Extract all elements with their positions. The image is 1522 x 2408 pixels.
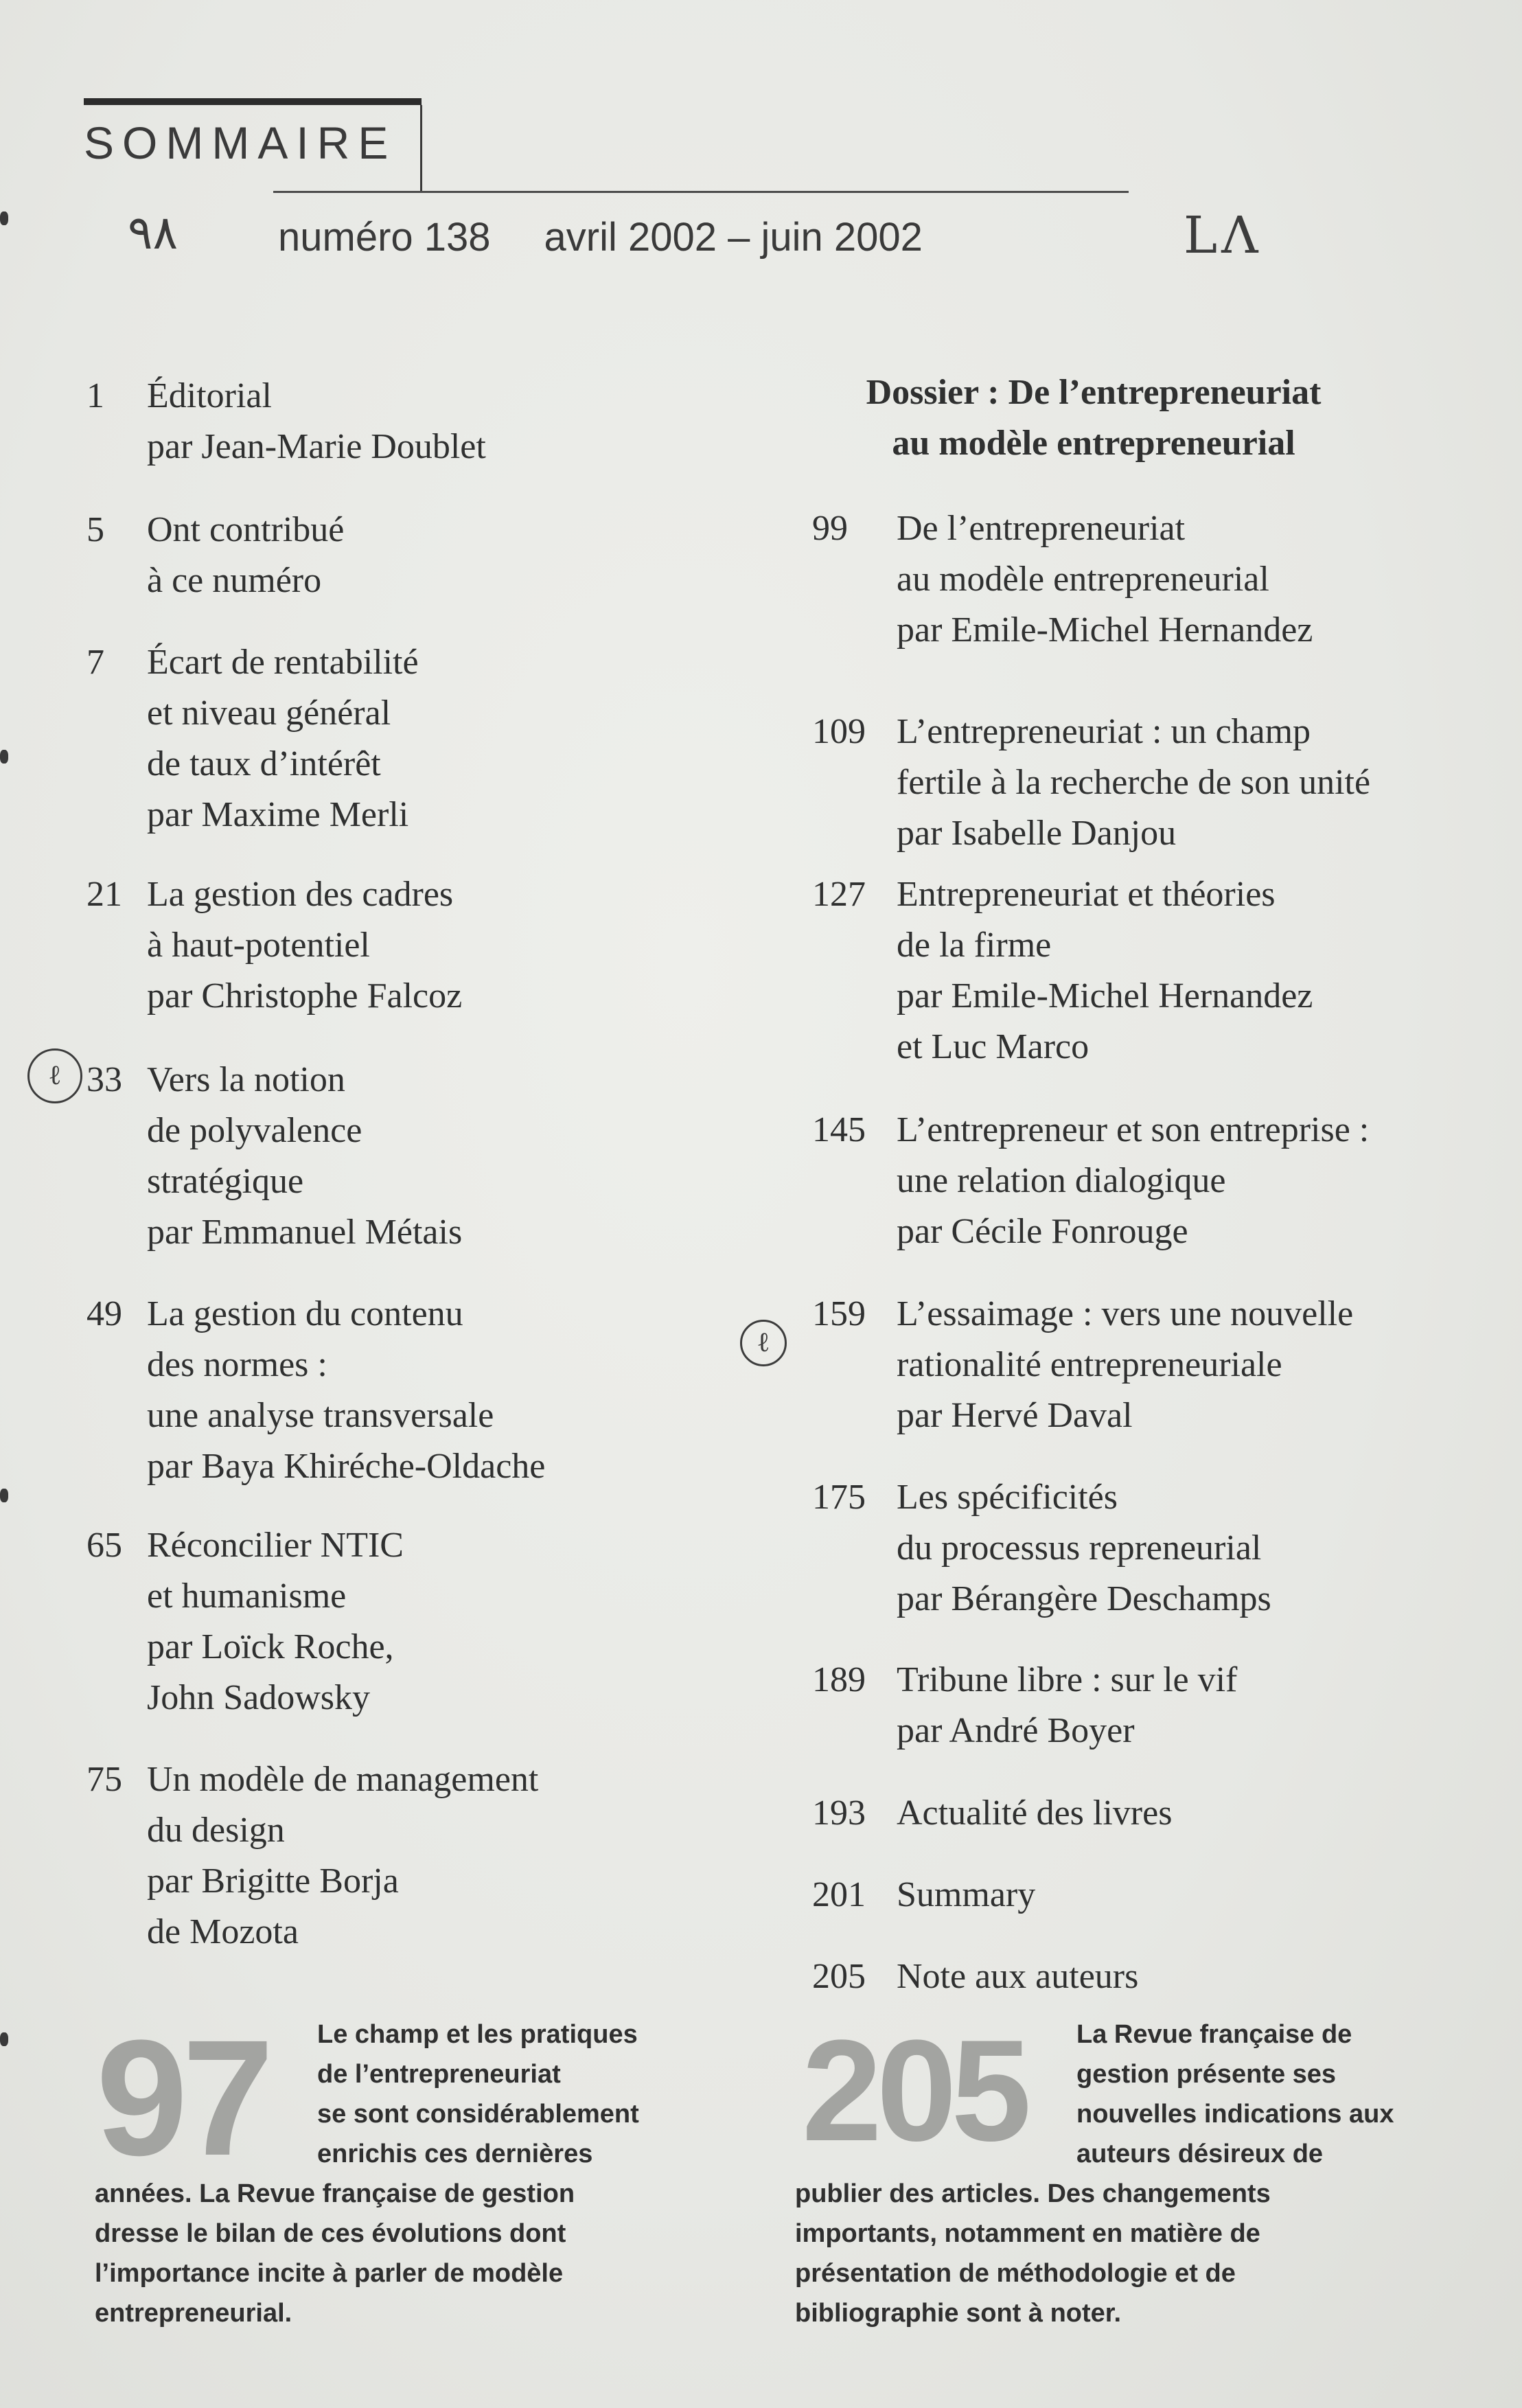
toc-entry-line: et niveau général — [147, 693, 391, 733]
toc-entry-line: à haut-potentiel — [147, 926, 370, 965]
toc-page-number: 189 — [812, 1660, 866, 1699]
toc-entry-text — [897, 503, 1313, 656]
toc-page-number: 1 — [87, 376, 104, 415]
margin-speck — [0, 1489, 8, 1502]
toc-page-number: 33 — [87, 1060, 122, 1099]
toc-page-number: 193 — [812, 1793, 866, 1833]
toc-entry-line: par Brigitte Borja — [147, 1861, 399, 1901]
feature-text-line: La Revue française de — [1076, 2020, 1352, 2049]
toc-entry-line: de la firme — [897, 926, 1052, 965]
header-rule-thin — [273, 191, 1129, 193]
feature-text-line: importants, notamment en matière de — [795, 2219, 1260, 2248]
toc-entry-text — [897, 1870, 1035, 1920]
toc-entry-line: fertile à la recherche de son unité — [897, 763, 1371, 802]
toc-entry-text — [147, 637, 419, 840]
toc-entry-line: par Isabelle Danjou — [897, 814, 1177, 853]
toc-page-number: 49 — [87, 1294, 122, 1333]
toc-entry-text — [897, 1105, 1369, 1257]
toc-page-number: 99 — [812, 509, 848, 548]
toc-entry-line: par Cécile Fonrouge — [897, 1212, 1188, 1251]
toc-page-number: 205 — [812, 1957, 866, 1996]
toc-entry-text — [897, 869, 1313, 1073]
toc-entry-line: par Baya Khiréche-Oldache — [147, 1447, 546, 1486]
feature-text-line: enrichis ces dernières — [317, 2140, 593, 2168]
toc-entry-text — [897, 1951, 1138, 2002]
feature-text-line: dresse le bilan de ces évolutions dont — [95, 2219, 566, 2248]
issue-number: numéro 138 — [278, 215, 491, 260]
toc-entry-line: par Loïck Roche, — [147, 1627, 394, 1666]
toc-entry-line: une relation dialogique — [897, 1161, 1226, 1200]
sommaire-heading: SOMMAIRE — [84, 117, 397, 168]
toc-entry-line: Ont contribué — [147, 510, 345, 549]
toc-entry-text — [147, 869, 462, 1022]
toc-entry-line: Tribune libre : sur le vif — [897, 1660, 1238, 1699]
feature-text-line: publier des articles. Des changements — [795, 2179, 1271, 2208]
toc-entry-line: Vers la notion — [147, 1060, 345, 1099]
feature-text-line: années. La Revue française de gestion — [95, 2179, 575, 2208]
circled-annotation-mark: ℓ — [740, 1320, 787, 1366]
toc-entry-line: une analyse transversale — [147, 1396, 494, 1435]
toc-entry-line: par André Boyer — [897, 1711, 1135, 1750]
toc-entry-line: Entrepreneuriat et théories — [897, 875, 1276, 914]
toc-entry-line: L’essaimage : vers une nouvelle — [897, 1294, 1354, 1333]
toc-entry-line: du processus repreneurial — [897, 1528, 1262, 1568]
header-rule-vertical — [420, 105, 422, 193]
toc-entry-line: des normes : — [147, 1345, 327, 1384]
issue-dates: avril 2002 – juin 2002 — [544, 215, 923, 260]
feature-text-line: gestion présente ses — [1076, 2060, 1337, 2089]
toc-entry-line: par Christophe Falcoz — [147, 976, 463, 1016]
toc-entry-line: La gestion du contenu — [147, 1294, 463, 1333]
toc-entry-text — [897, 1788, 1172, 1839]
toc-page-number: 109 — [812, 712, 866, 751]
toc-entry-line: de Mozota — [147, 1912, 299, 1951]
toc-entry-line: par Emile-Michel Hernandez — [897, 610, 1313, 650]
toc-entry-line: Note aux auteurs — [897, 1957, 1139, 1996]
feature-text-line: entrepreneurial. — [95, 2299, 292, 2328]
margin-speck — [0, 211, 8, 225]
toc-page-number: 75 — [87, 1760, 122, 1799]
feature-text-line: de l’entrepreneuriat — [317, 2060, 561, 2089]
toc-entry-line: La gestion des cadres — [147, 875, 454, 914]
toc-entry-line: Réconcilier NTIC — [147, 1526, 404, 1565]
toc-entry-text — [897, 707, 1370, 859]
issue-line — [278, 214, 923, 260]
toc-entry-text — [147, 505, 344, 606]
feature-text-line: l’importance incite à parler de modèle — [95, 2259, 564, 2288]
handwritten-note-left: ٩٨ — [128, 206, 178, 260]
toc-entry-line: par Bérangère Deschamps — [897, 1579, 1271, 1618]
toc-page-number: 65 — [87, 1526, 122, 1565]
toc-entry-text — [897, 1655, 1237, 1756]
toc-entry-text — [147, 1055, 462, 1258]
toc-page-number: 201 — [812, 1875, 866, 1914]
toc-entry-line: de polyvalence — [147, 1111, 362, 1150]
toc-entry-line: John Sadowsky — [147, 1678, 371, 1717]
toc-entry-text — [147, 371, 486, 472]
toc-page-number: 5 — [87, 510, 104, 549]
toc-entry-line: par Emmanuel Métais — [147, 1213, 463, 1252]
toc-entry-line: stratégique — [147, 1162, 304, 1201]
feature-text-line: bibliographie sont à noter. — [795, 2299, 1122, 2328]
toc-page-number: 175 — [812, 1478, 866, 1517]
dossier-title — [812, 367, 1375, 469]
toc-entry-text — [147, 1520, 404, 1723]
toc-entry-line: par Emile-Michel Hernandez — [897, 976, 1313, 1016]
toc-entry-line: de taux d’intérêt — [147, 744, 381, 783]
toc-entry-line: Écart de rentabilité — [147, 643, 419, 682]
toc-page-number: 21 — [87, 875, 122, 914]
feature-text-line: présentation de méthodologie et de — [795, 2259, 1236, 2288]
toc-entry-text — [897, 1289, 1353, 1441]
toc-entry-line: Summary — [897, 1875, 1036, 1914]
toc-entry-line: par Maxime Merli — [147, 795, 409, 834]
feature-text-line: se sont considérablement — [317, 2100, 639, 2129]
toc-entry-line: Actualité des livres — [897, 1793, 1173, 1833]
toc-entry-line: L’entrepreneuriat : un champ — [897, 712, 1311, 751]
margin-speck — [0, 750, 8, 764]
toc-entry-text — [147, 1754, 538, 1958]
toc-entry-text — [147, 1289, 545, 1492]
header-rule-thick — [84, 98, 422, 105]
toc-page-number: 145 — [812, 1110, 866, 1149]
feature-big-number-right: 205 — [802, 2010, 1026, 2171]
toc-entry-line: Les spécificités — [897, 1478, 1118, 1517]
feature-big-number-left: 97 — [96, 2006, 268, 2190]
toc-entry-line: Un modèle de management — [147, 1760, 539, 1799]
toc-page-number: 127 — [812, 875, 866, 914]
toc-entry-text — [897, 1472, 1271, 1625]
feature-text-line: Le champ et les pratiques — [317, 2020, 638, 2049]
toc-entry-line: et Luc Marco — [897, 1027, 1089, 1066]
toc-entry-line: rationalité entrepreneuriale — [897, 1345, 1282, 1384]
dossier-title-line: Dossier : De l’entrepreneuriat — [866, 373, 1322, 412]
toc-page-number: 159 — [812, 1294, 866, 1333]
toc-entry-line: à ce numéro — [147, 561, 322, 600]
toc-entry-line: au modèle entrepreneurial — [897, 560, 1269, 599]
toc-entry-line: du design — [147, 1811, 285, 1850]
circled-annotation-mark: ℓ — [27, 1048, 82, 1103]
toc-entry-line: L’entrepreneur et son entreprise : — [897, 1110, 1370, 1149]
feature-text-line: auteurs désireux de — [1076, 2140, 1324, 2168]
toc-entry-line: Éditorial — [147, 376, 272, 415]
toc-page-number: 7 — [87, 643, 104, 682]
feature-text-line: nouvelles indications aux — [1076, 2100, 1394, 2129]
dossier-title-line: au modèle entrepreneurial — [892, 424, 1295, 463]
handwritten-note-right: LΛ — [1184, 206, 1262, 265]
toc-entry-line: De l’entrepreneuriat — [897, 509, 1186, 548]
toc-entry-line: par Jean-Marie Doublet — [147, 427, 486, 466]
margin-speck — [0, 2032, 8, 2046]
toc-entry-line: et humanisme — [147, 1576, 347, 1616]
toc-entry-line: par Hervé Daval — [897, 1396, 1133, 1435]
